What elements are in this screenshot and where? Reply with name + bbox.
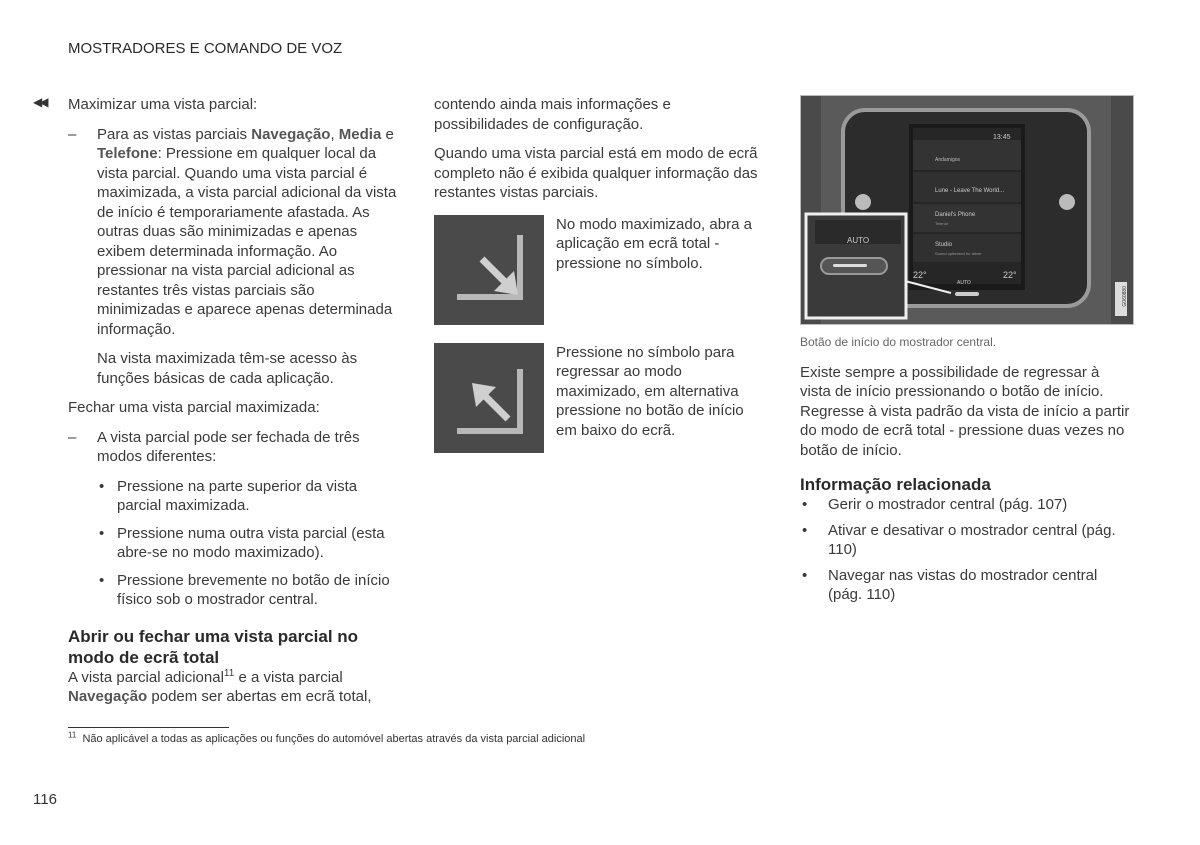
fullscreen-paragraph: A vista parcial adicional$^{11}$ e a vista parcial Navegação podem ser abertas em ecrã total,: [68, 667, 372, 705]
tile-phone: Daniel's Phone: [935, 212, 976, 218]
maximize-item: – Para as vistas parciais Navegação, Media e Telefone: Pressione em qualquer local da vista parcial. Quando uma vista parcial é maximizada, a vista parcial adicional da vista de início é temporariamente afastada. As outras duas são minimizadas e apenas exibem determinada informação. Ao pressionar na vista parcial adicional as restantes três vistas parciais são minimizadas e aparece apenas determinada informação.: [68, 125, 397, 338]
center-display-photo: [800, 95, 1134, 325]
column-3: [800, 95, 1134, 615]
dash-marker: –: [68, 428, 77, 446]
maximize-note: Na vista maximizada têm-se acesso às funções básicas de cada aplicação.: [97, 350, 358, 387]
previous-page-icon[interactable]: ◀◀: [33, 95, 46, 109]
close-intro: Fechar uma vista parcial maximizada:: [68, 399, 320, 416]
zoom-auto-label: AUTO: [847, 236, 870, 245]
footnote-number: 11: [68, 730, 77, 740]
restore-symbol-row: [434, 343, 764, 453]
close-bullets: [97, 477, 398, 610]
footnote: [68, 730, 586, 745]
footnote-divider: [68, 727, 229, 728]
close-item: – A vista parcial pode ser fechada de três modos diferentes:: [68, 428, 360, 465]
maximize-symbol-text: No modo maximizado, abra a aplicação em ecrã total - pressione no símbolo.: [556, 215, 752, 272]
list-item: • Pressione na parte superior da vista parcial maximizada.: [99, 477, 358, 514]
page-header: MOSTRADORES E COMANDO DE VOZ: [68, 40, 343, 57]
tile-navigation: Andamigos: [935, 157, 961, 163]
temp-right: 22°: [1003, 270, 1017, 280]
related-heading: Informação relacionada: [800, 475, 991, 494]
page-number: 116: [33, 791, 57, 808]
keyword-media: Media: [338, 125, 382, 143]
temp-left: 22°: [913, 270, 927, 280]
dash-marker: –: [68, 125, 77, 143]
photo-caption: Botão de início do mostrador central.: [800, 335, 997, 349]
list-item: • Pressione numa outra vista parcial (esta abre-se no modo maximizado).: [99, 524, 385, 561]
section-heading: Abrir ou fechar uma vista parcial no modo de ecrã total: [68, 626, 359, 667]
clock-text: 13:45: [993, 134, 1011, 141]
home-button-paragraph: Existe sempre a possibilidade de regressar à vista de início pressionando o botão de início. Regresse à vista padrão da vista de início a partir do modo de ecrã total - pressione duas vezes no botão de início.: [800, 363, 1130, 459]
fullscreen-note: Quando uma vista parcial está em modo de ecrã completo não é exibida qualquer informação das restantes vistas parciais.: [434, 145, 758, 201]
maximize-symbol-row: [434, 215, 764, 325]
related-link[interactable]: • Gerir o mostrador central (pág. 107): [802, 496, 1068, 513]
tile-app-sub: Sound optimized for driver: [935, 251, 982, 256]
auto-label: AUTO: [957, 280, 971, 286]
keyword-navegacao: Navegação: [251, 125, 331, 143]
footnote-ref[interactable]: 11: [223, 667, 235, 679]
related-link[interactable]: • Navegar nas vistas do mostrador central (pág. 110): [802, 566, 1098, 603]
tile-app: Studio: [935, 242, 953, 248]
list-item: • Pressione brevemente no botão de início físico sob o mostrador central.: [99, 571, 390, 608]
continuation-text: contendo ainda mais informações e possibilidades de configuração.: [434, 96, 671, 133]
tile-phone-sub: Telenor: [935, 221, 949, 226]
restore-symbol-text: Pressione no símbolo para regressar ao modo maximizado, em alternativa pressione no botão de início em baixo do ecrã.: [556, 343, 744, 439]
related-list: [800, 495, 1134, 605]
column-1: [68, 95, 398, 717]
maximize-intro: Maximizar uma vista parcial:: [68, 96, 258, 113]
restore-arrow-icon: [434, 343, 544, 453]
column-2: [434, 95, 764, 471]
image-code: G060880: [1122, 286, 1128, 307]
related-link[interactable]: • Ativar e desativar o mostrador central (pág. 110): [802, 521, 1116, 558]
keyword-navegacao: Navegação: [68, 688, 148, 705]
maximize-arrow-icon: [434, 215, 544, 325]
keyword-telefone: Telefone: [97, 145, 158, 162]
footnote-text: Não aplicável a todas as aplicações ou funções do automóvel abertas através da vista parcial adicional: [82, 733, 586, 745]
tile-media: Lune - Leave The World...: [935, 188, 1005, 194]
